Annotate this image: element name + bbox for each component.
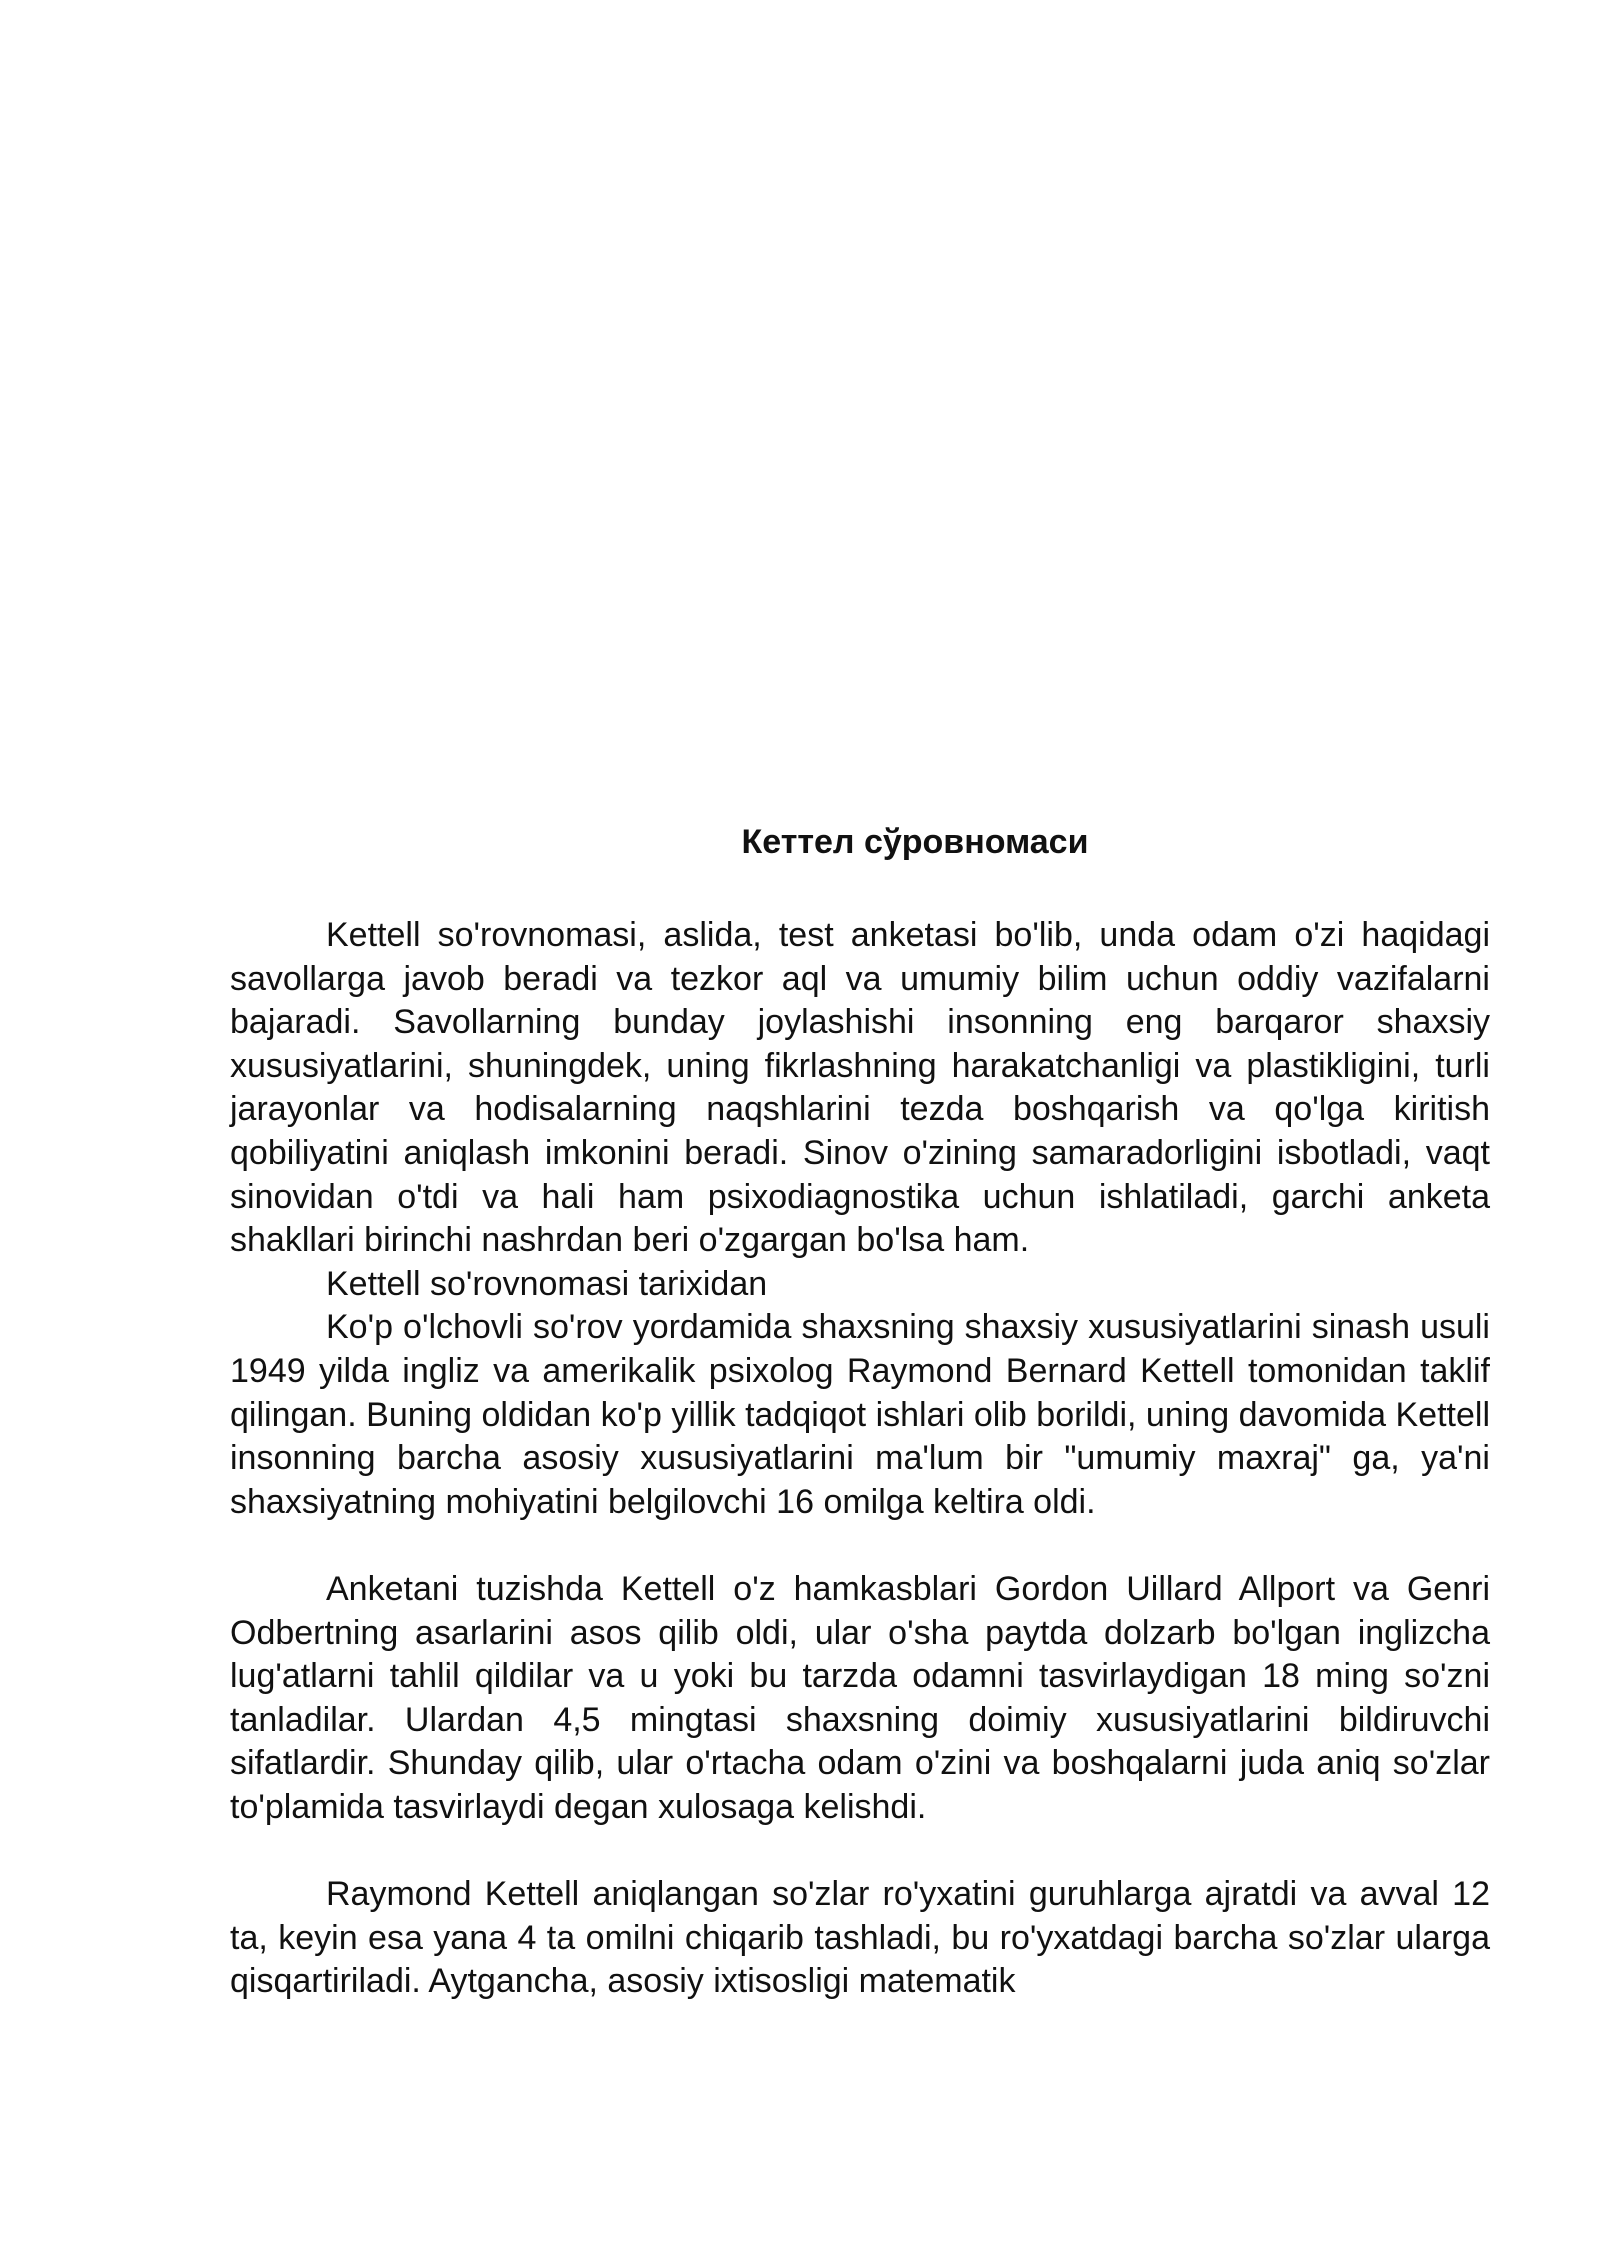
paragraph-factors: Raymond Kettell aniqlangan so'zlar ro'yxatini guruhlarga ajratdi va avval 12 ta, keyin esa yana 4 ta omilni chiqarib tashladi, bu ro'yxatdagi barcha so'zlar ularga qisqartiriladi. Aytgancha, asosiy ixtisosligi matematik: [230, 1875, 1490, 2001]
document-body: [230, 820, 1490, 2004]
paragraph-history: Ko'p o'lchovli so'rov yordamida shaxsning shaxsiy xususiyatlarini sinash usuli 1949 yilda ingliz va amerikalik psixolog Raymond Bernard Kettell tomonidan taklif qilingan. Buning oldidan ko'p yillik tadqiqot ishlari olib borildi, uning davomida Kettell insonning barcha asosiy xususiyatlarini ma'lum bir "umumiy maxraj" ga, ya'ni shaxsiyatning mohiyatini belgilovchi 16 omilga keltira oldi.: [230, 1308, 1490, 1521]
section-heading-history: Kettell so'rovnomasi tarixidan: [326, 1264, 768, 1303]
paragraph-intro: Kettell so'rovnomasi, aslida, test anketasi bo'lib, unda odam o'zi haqidagi savollarga javob beradi va tezkor aql va umumiy bilim uchun oddiy vazifalarni bajaradi. Savollarning bunday joylashishi insonning eng barqaror shaxsiy xususiyatlarini, shuningdek, uning fikrlashning harakatchanligi va plastikligini, turli jarayonlar va hodisalarning naqshlarini tezda boshqarish va qo'lga kiritish qobiliyatini aniqlash imkonini beradi. Sinov o'zining samaradorligini isbotladi, vaqt sinovidan o'tdi va hali ham psixodiagnostika uchun ishlatiladi, garchi anketa shakllari birinchi nashrdan beri o'zgargan bo'lsa ham.: [230, 916, 1490, 1260]
paragraph-allport: Anketani tuzishda Kettell o'z hamkasblari Gordon Uillard Allport va Genri Odbertning asarlarini asos qilib oldi, ular o'sha paytda dolzarb bo'lgan inglizcha lug'atlarni tahlil qildilar va u yoki bu tarzda odamni tasvirlaydigan 18 ming so'zni tanladilar. Ulardan 4,5 mingtasi shaxsning doimiy xususiyatlarini bildiruvchi sifatlardir. Shunday qilib, ular o'rtacha odam o'zini va boshqalarni juda aniq so'zlar to'plamida tasvirlaydi degan xulosaga kelishdi.: [230, 1569, 1490, 1826]
document-title: Кеттел сўровномаси: [741, 823, 1089, 861]
